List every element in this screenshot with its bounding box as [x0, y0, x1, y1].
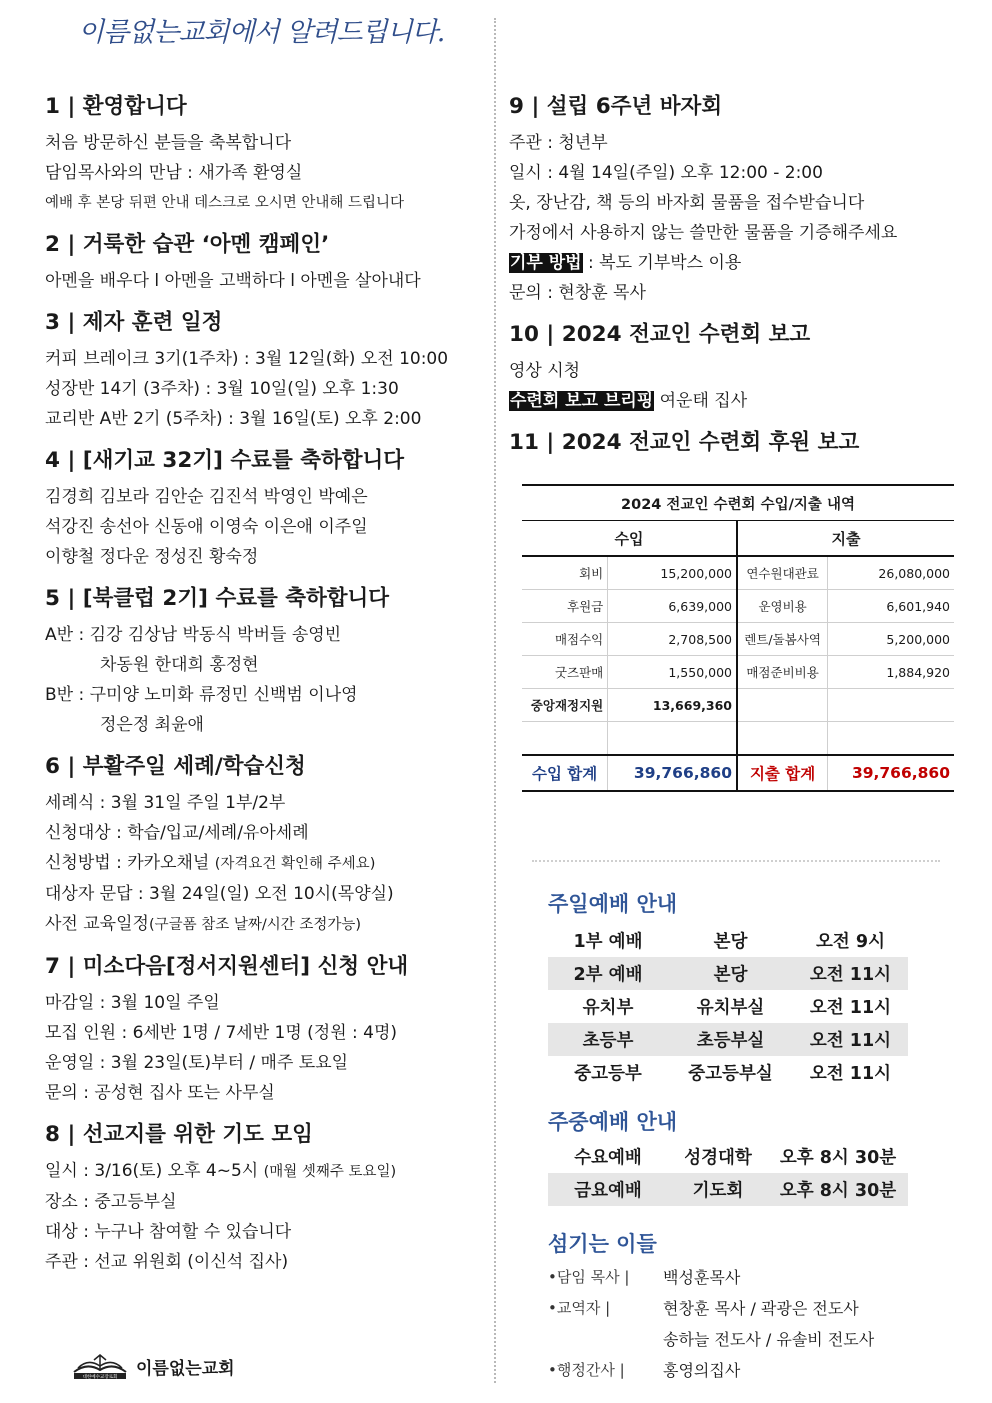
finance-total-row	[522, 755, 954, 791]
weekday-service-table	[548, 1140, 908, 1206]
expense-value: 6,601,940	[828, 590, 954, 623]
text-line	[45, 848, 485, 879]
section-retreat-finance	[509, 428, 959, 458]
text: 신청방법 : 카카오채널	[45, 853, 210, 873]
staff-names: 현창훈 목사 / 곽광은 전도사	[663, 1299, 859, 1318]
service-row	[548, 990, 908, 1023]
service-name: 2부 예배	[573, 965, 643, 985]
table-row	[522, 556, 954, 590]
service-row	[548, 1056, 908, 1089]
staff-role	[548, 1324, 663, 1355]
section-misodaum	[45, 952, 485, 1108]
service-place: 본당	[713, 932, 748, 952]
service-row	[548, 1140, 908, 1173]
text-line: A반 : 김강 김상남 박동식 박버들 송영빈	[45, 625, 342, 645]
expense-value: 1,884,920	[828, 656, 954, 689]
finance-caption: 2024 전교인 수련회 수입/지출 내역	[522, 485, 954, 521]
text: 여운태 집사	[659, 391, 748, 411]
expense-value	[828, 722, 954, 756]
service-name: 초등부	[582, 1031, 634, 1051]
service-row	[548, 1023, 908, 1056]
finance-table	[522, 484, 954, 792]
expense-value: 5,200,000	[828, 623, 954, 656]
section-title: 4 | [새기교 32기] 수료를 축하합니다	[45, 448, 405, 473]
table-row	[522, 623, 954, 656]
text-line: 석강진 송선아 신동애 이영숙 이은애 이주일	[45, 517, 368, 537]
section-bazaar	[509, 92, 959, 308]
text-line: 주관 : 청년부	[509, 133, 608, 153]
income-total-value: 39,766,860	[608, 755, 737, 791]
income-value: 13,669,360	[608, 689, 737, 722]
service-time: 오전 11시	[809, 998, 892, 1018]
staff-row	[548, 1262, 948, 1293]
highlight-label: 수련회 보고 브리핑	[510, 391, 654, 411]
section-title: 2 | 거룩한 습관 ‘아멘 캠페인’	[45, 232, 330, 257]
section-retreat-report	[509, 320, 959, 416]
text: : 복도 기부박스 이용	[588, 253, 742, 273]
section-graduation-32	[45, 446, 485, 572]
sunday-service-title: 주일예배 안내	[548, 892, 678, 916]
service-place: 중고등부실	[688, 1064, 773, 1084]
service-time: 오전 9시	[816, 932, 885, 952]
header-script-title: 이름없는교회에서 알려드립니다.	[78, 17, 445, 48]
staff-role: •담임 목사 |	[548, 1268, 630, 1286]
text-line: 세례식 : 3월 31일 주일 1부/2부	[45, 793, 286, 813]
church-logo	[70, 1352, 235, 1380]
text-line: 문의 : 현창훈 목사	[509, 283, 646, 303]
left-column	[45, 92, 485, 1289]
text-line: 교리반 A반 2기 (5주차) : 3월 16일(토) 오후 2:00	[45, 409, 422, 429]
section-mission-prayer	[45, 1120, 485, 1277]
table-row	[522, 722, 954, 756]
expense-label: 렌트/돌봄사역	[737, 623, 828, 656]
staff-role: •교역자 |	[548, 1299, 611, 1317]
text-line: 마감일 : 3월 10일 주일	[45, 993, 220, 1013]
note: (매월 셋째주 토요일)	[263, 1164, 397, 1180]
expense-value: 26,080,000	[828, 556, 954, 590]
text-line: 차동원 한대희 홍정현	[100, 655, 259, 675]
expense-label	[737, 689, 828, 722]
table-row	[522, 689, 954, 722]
text-line	[509, 386, 959, 416]
text-line: 가정에서 사용하지 않는 쓸만한 물품을 기증해주세요	[509, 223, 898, 243]
section-title: 7 | 미소다음[정서지원센터] 신청 안내	[45, 954, 409, 979]
text-line	[45, 1156, 485, 1187]
staff-row	[548, 1355, 948, 1386]
service-place: 성경대학	[684, 1148, 752, 1168]
weekday-service-title: 주중예배 안내	[548, 1110, 678, 1134]
service-row	[548, 957, 908, 990]
income-label: 굿즈판매	[522, 656, 608, 689]
staff-role: •행정간사 |	[548, 1361, 625, 1379]
section-easter-baptism	[45, 752, 485, 940]
income-value	[608, 722, 737, 756]
text-line: 아멘을 배우다 l 아멘을 고백하다 l 아멘을 살아내다	[45, 271, 421, 291]
expense-label: 연수원대관료	[737, 556, 828, 590]
income-label: 회비	[522, 556, 608, 590]
right-column	[509, 92, 959, 470]
expense-value	[828, 689, 954, 722]
staff-title: 섬기는 이들	[548, 1232, 657, 1256]
text-line: 정은정 최윤애	[100, 715, 204, 735]
service-time: 오후 8시 30분	[779, 1148, 897, 1168]
finance-caption-row	[522, 485, 954, 521]
section-title: 11 | 2024 전교인 수련회 후원 보고	[509, 430, 860, 455]
income-header: 수입	[522, 521, 737, 557]
section-title: 5 | [북클럽 2기] 수료를 축하합니다	[45, 586, 390, 611]
income-value: 6,639,000	[608, 590, 737, 623]
column-divider	[494, 18, 496, 1383]
income-label: 중앙재정지원	[522, 689, 608, 722]
text-line: 옷, 장난감, 책 등의 바자회 물품을 접수받습니다	[509, 193, 865, 213]
service-name: 수요예배	[574, 1148, 642, 1168]
text-line: 처음 방문하신 분들을 축복합니다	[45, 133, 292, 153]
service-place: 본당	[713, 965, 748, 985]
text-line: 이향철 정다운 정성진 황숙정	[45, 547, 259, 567]
staff-row	[548, 1324, 948, 1355]
text-line: 대상 : 누구나 참여할 수 있습니다	[45, 1222, 292, 1242]
text-line: 운영일 : 3월 23일(토)부터 / 매주 토요일	[45, 1053, 349, 1073]
text-line: 담임목사와의 만남 : 새가족 환영실	[45, 163, 303, 183]
open-book-logo-icon	[70, 1352, 130, 1380]
expense-total-label: 지출 합계	[737, 755, 828, 791]
text: 사전 교육일정	[45, 914, 149, 934]
staff-names: 홍영의집사	[663, 1361, 741, 1380]
expense-header: 지출	[737, 521, 954, 557]
text-line: 커피 브레이크 3기(1주차) : 3월 12일(화) 오전 10:00	[45, 349, 449, 369]
note: (구글폼 참조 날짜/시간 조정가능)	[148, 917, 362, 933]
text-line: 주관 : 선교 위원회 (이신석 집사)	[45, 1252, 289, 1272]
text: 일시 : 3/16(토) 오후 4~5시	[45, 1161, 259, 1181]
service-place: 유치부실	[696, 998, 765, 1018]
income-total-label: 수입 합계	[522, 755, 608, 791]
staff-list	[548, 1262, 948, 1386]
service-name: 중고등부	[574, 1064, 642, 1084]
section-title: 8 | 선교지를 위한 기도 모임	[45, 1122, 313, 1147]
service-place: 초등부실	[696, 1031, 765, 1051]
section-title: 9 | 설립 6주년 바자회	[509, 94, 723, 119]
service-time: 오전 11시	[809, 1031, 892, 1051]
income-label	[522, 722, 608, 756]
text-line: 문의 : 공성현 집사 또는 사무실	[45, 1083, 275, 1103]
service-row	[548, 924, 908, 957]
staff-names: 백성훈목사	[663, 1268, 741, 1287]
text-line: 김경희 김보라 김안순 김진석 박영인 박예은	[45, 487, 368, 507]
section-title: 6 | 부활주일 세례/학습신청	[45, 754, 306, 779]
service-place: 기도회	[692, 1181, 744, 1201]
text-line: 대상자 문답 : 3월 24일(일) 오전 10시(목양실)	[45, 884, 394, 904]
income-label: 매점수익	[522, 623, 608, 656]
table-row	[522, 656, 954, 689]
highlight-label: 기부 방법	[510, 253, 582, 273]
section-bookclub	[45, 584, 485, 740]
expense-label	[737, 722, 828, 756]
service-row	[548, 1173, 908, 1206]
service-time: 오전 11시	[809, 965, 892, 985]
income-value: 2,708,500	[608, 623, 737, 656]
logo-text: 이름없는교회	[136, 1358, 235, 1379]
income-value: 15,200,000	[608, 556, 737, 590]
service-name: 1부 예배	[573, 932, 643, 952]
text-line	[509, 248, 959, 278]
section-separator	[532, 860, 940, 862]
section-title: 3 | 제자 훈련 일정	[45, 310, 223, 335]
income-label: 후원금	[522, 590, 608, 623]
section-welcome	[45, 92, 485, 218]
income-value: 1,550,000	[608, 656, 737, 689]
section-title: 1 | 환영합니다	[45, 94, 187, 119]
text-line: 일시 : 4월 14일(주일) 오후 12:00 - 2:00	[509, 163, 823, 183]
expense-label: 운영비용	[737, 590, 828, 623]
text-line: 신청대상 : 학습/입교/세례/유아세례	[45, 823, 309, 843]
service-time: 오전 11시	[809, 1064, 892, 1084]
text-line: 장소 : 중고등부실	[45, 1192, 177, 1212]
expense-label: 매점준비비용	[737, 656, 828, 689]
service-name: 금요예배	[574, 1181, 642, 1201]
table-row	[522, 590, 954, 623]
service-time: 오후 8시 30분	[779, 1181, 897, 1201]
section-amen-campaign	[45, 230, 485, 296]
sunday-service-table	[548, 924, 908, 1089]
staff-names: 송하늘 전도사 / 유솔비 전도사	[663, 1330, 875, 1349]
text-line: 성장반 14기 (3주차) : 3월 10일(일) 오후 1:30	[45, 379, 399, 399]
text-line: B반 : 구미양 노미화 류정민 신백범 이나영	[45, 685, 358, 705]
expense-total-value: 39,766,860	[828, 755, 954, 791]
finance-header-row	[522, 521, 954, 557]
text-line: 영상 시청	[509, 361, 581, 381]
logo-caption: 대한예수교장로회	[82, 1375, 118, 1380]
section-discipleship	[45, 308, 485, 434]
staff-row	[548, 1293, 948, 1324]
section-title: 10 | 2024 전교인 수련회 보고	[509, 322, 811, 347]
text-line: 모집 인원 : 6세반 1명 / 7세반 1명 (정원 : 4명)	[45, 1023, 398, 1043]
note: (자격요건 확인해 주세요)	[214, 856, 376, 872]
text-line	[45, 909, 485, 940]
text-line-small: 예배 후 본당 뒤편 안내 데스크로 오시면 안내해 드립니다	[45, 195, 405, 211]
service-name: 유치부	[582, 998, 634, 1018]
